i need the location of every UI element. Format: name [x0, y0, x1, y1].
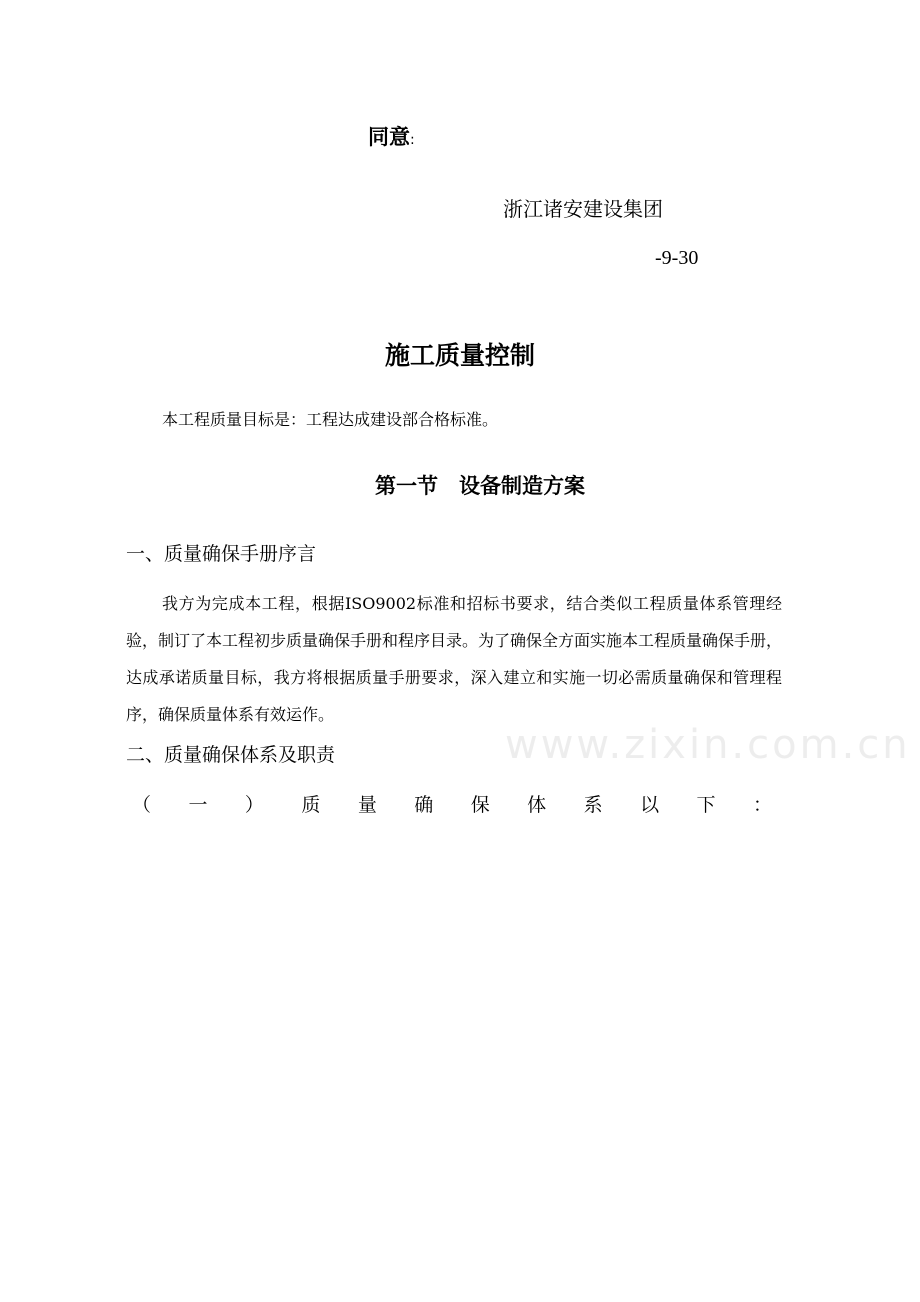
- company-name: 浙江诸安建设集团: [503, 197, 663, 221]
- quality-goal-text: 本工程质量目标是：工程达成建设部合格标准。: [162, 410, 499, 429]
- page-title: 施工质量控制: [384, 341, 535, 370]
- heading-quality-system-duties: 二、质量确保体系及职责: [126, 744, 336, 766]
- approval-text: 同意: [368, 125, 410, 149]
- document-date: -9-30: [655, 247, 699, 269]
- body-paragraph: 我方为完成本工程，根据ISO9002标准和招标书要求，结合类似工程质量体系管理经验，制订了本工程初步质量确保手册和程序目录。为了确保全方面实施本工程质量确保手册，达成承诺质量目标，我方将根据质量手册要求，深入建立和实施一切必需质量确保和管理程序，确保质量体系有效运作。: [126, 594, 783, 724]
- spread-char: （: [132, 794, 152, 816]
- spread-char: 系: [583, 794, 603, 816]
- spread-char: 体: [527, 794, 547, 816]
- spread-text-line: [132, 796, 772, 815]
- section-title: 第一节 设备制造方案: [375, 474, 585, 498]
- spread-char: 以: [640, 794, 660, 816]
- spread-char: 一: [188, 794, 208, 816]
- spread-char: ：: [752, 794, 772, 816]
- watermark: www.zixin.com.cn: [505, 722, 911, 768]
- spread-char: 保: [470, 794, 490, 816]
- spread-char: 下: [696, 794, 716, 816]
- spread-char: ）: [244, 794, 264, 816]
- spread-char: 质: [301, 794, 321, 816]
- approval-label: [368, 127, 415, 148]
- spread-char: 量: [357, 794, 377, 816]
- heading-quality-manual-preface: 一、质量确保手册序言: [126, 543, 317, 565]
- spread-char: 确: [414, 794, 434, 816]
- approval-colon: :: [410, 132, 415, 148]
